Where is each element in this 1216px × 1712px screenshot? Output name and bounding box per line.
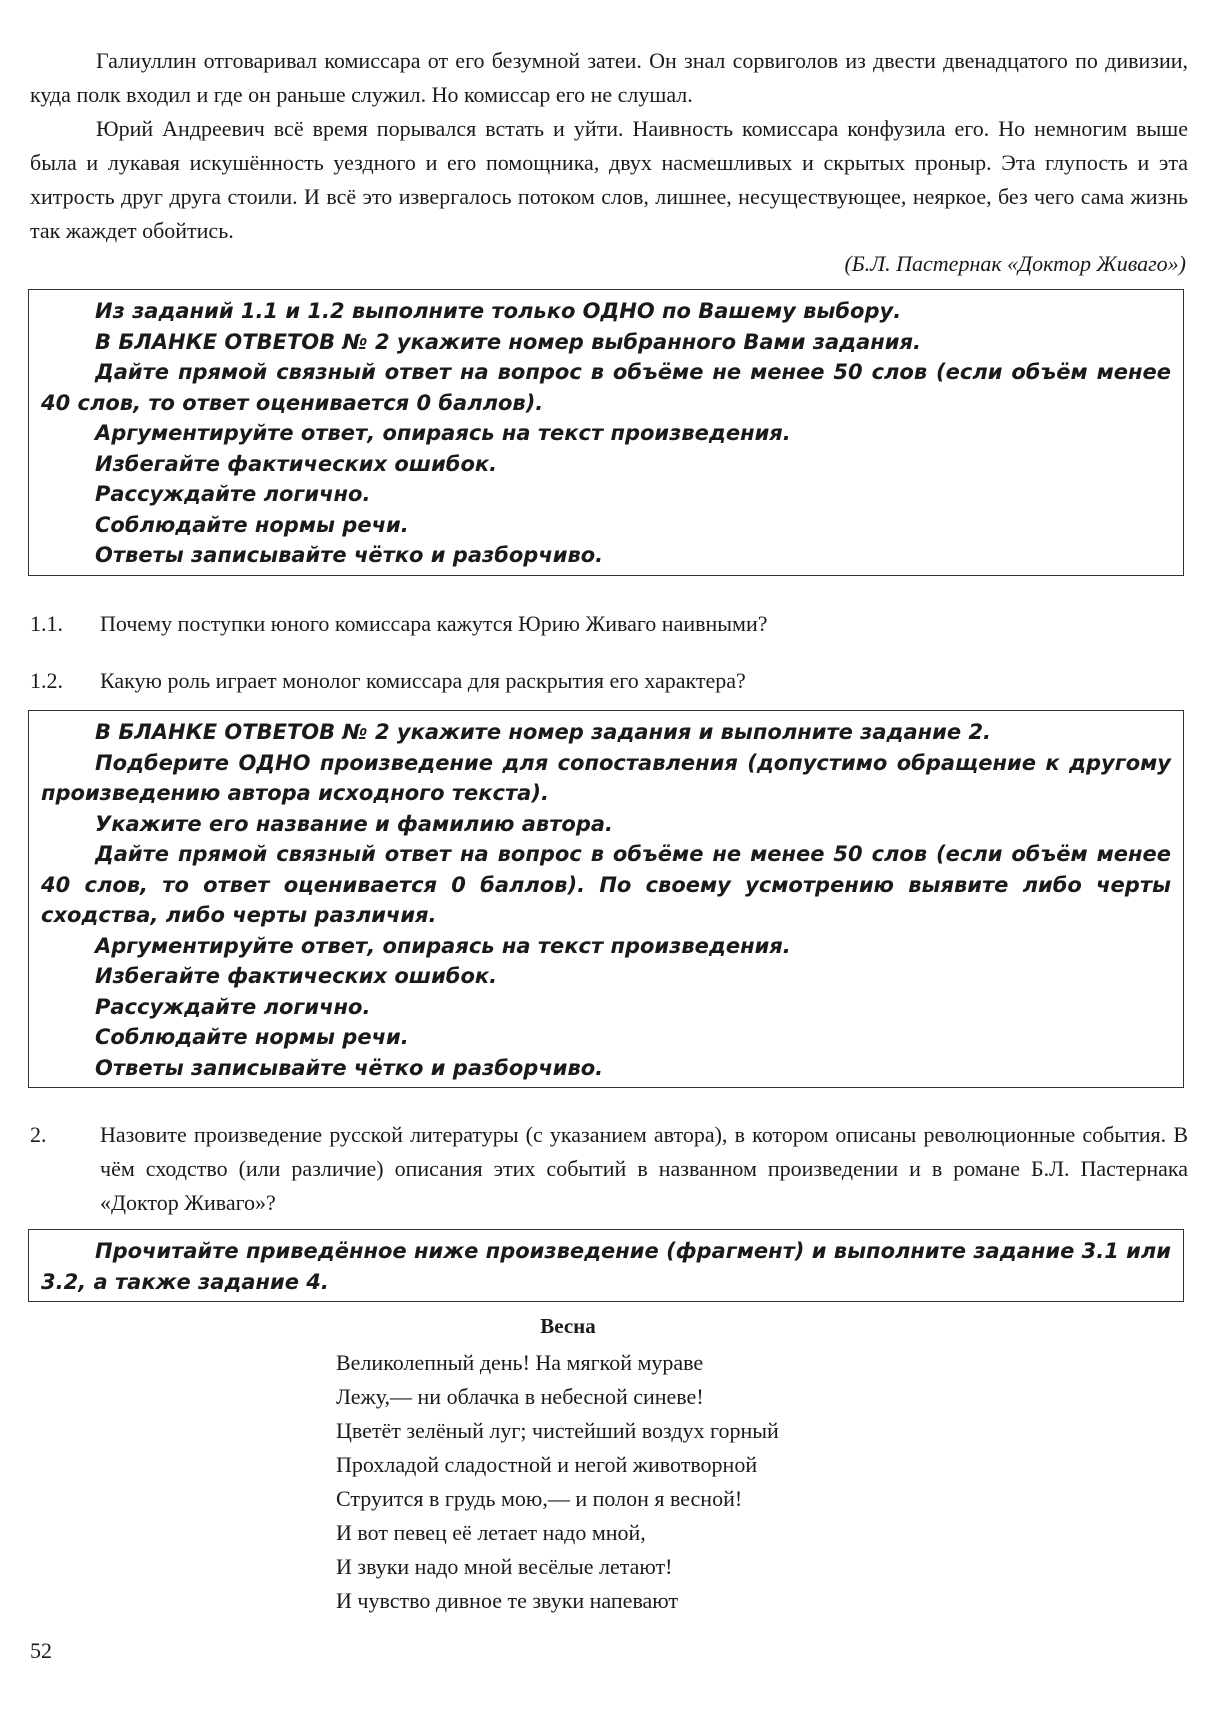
poem-line: Струится в грудь мою,— и полон я весной!: [336, 1486, 743, 1511]
instruction-line: В БЛАНКЕ ОТВЕТОВ № 2 укажите номер задания и выполните задание 2.: [95, 720, 992, 744]
instruction-line: Укажите его название и фамилию автора.: [95, 811, 613, 836]
instruction-line: Прочитайте приведённое ниже произведение (фрагмент) и выполните задание 3.1 или 3.2, а также задание 4.: [41, 1239, 1171, 1294]
task-question: Почему поступки юного комиссара кажутся Юрию Живаго наивными?: [100, 611, 768, 636]
passage-paragraph: Галиуллин отговаривал комиссара от его безумной затеи. Он знал сорвиголов из двести двенадцатого по дивизии, куда полк входил и где он раньше служил. Но комиссар его не слушал.: [30, 48, 1188, 107]
poem-line: Лежу,— ни облачка в небесной синеве!: [336, 1384, 704, 1409]
instructions-box-2: [28, 710, 1184, 1088]
passage-attribution: (Б.Л. Пастернак «Доктор Живаго»): [844, 251, 1186, 276]
instruction-line: Аргументируйте ответ, опираясь на текст произведения.: [95, 933, 791, 958]
instruction-line: Избегайте фактических ошибок.: [95, 451, 498, 476]
instruction-line: Аргументируйте ответ, опираясь на текст произведения.: [95, 421, 791, 445]
passage-paragraph: Юрий Андреевич всё время порывался встать и уйти. Наивность комиссара конфузила его. Но немногим выше была и лукавая искушённость уездного и его помощника, двух насмешливых и скрытых проныр. Эта глупость и эта хитрость друг друга стоили. И всё это извергалось потоком слов, лишнее, несуществующее, неяркое, без чего сама жизнь так жаждет обойтись.: [30, 116, 1188, 243]
poem-line: Цветёт зелёный луг; чистейший воздух горный: [336, 1418, 779, 1443]
poem-title: Весна: [540, 1314, 596, 1338]
page-number: 52: [30, 1638, 52, 1663]
instruction-line: Из заданий 1.1 и 1.2 выполните только ОДНО по Вашему выбору.: [95, 299, 902, 323]
task-question: Назовите произведение русской литературы (с указанием автора), в котором описаны революционные события. В чём сходство (или различие) описания этих событий в названном произведении и в романе Б.Л. Пастернака «Доктор Живаго»?: [100, 1122, 1188, 1215]
task-1-2: [30, 664, 1188, 698]
poem-line: И чувство дивное те звуки напевают: [336, 1588, 679, 1613]
instruction-line: Избегайте фактических ошибок.: [95, 964, 498, 988]
task-number: 1.2.: [30, 668, 63, 693]
instruction-line: В БЛАНКЕ ОТВЕТОВ № 2 укажите номер выбранного Вами задания.: [95, 329, 921, 354]
instruction-line: Соблюдайте нормы речи.: [95, 1025, 409, 1049]
poem-line: И вот певец её летает надо мной,: [336, 1520, 646, 1545]
instruction-line: Подберите ОДНО произведение для сопоставления (допустимо обращение к другому произведению автора исходного текста).: [41, 750, 1171, 805]
literary-passage: [30, 44, 1188, 248]
instructions-box-3: [28, 1229, 1184, 1302]
instruction-line: Дайте прямой связный ответ на вопрос в объёме не менее 50 слов (если объём менее 40 слов, то ответ оценивается 0 баллов). По своему усмотрению выявите либо черты сходства, либо черты различия.: [41, 842, 1171, 927]
task-number: 2.: [30, 1122, 47, 1147]
task-1-1: [30, 607, 1188, 641]
task-number: 1.1.: [30, 611, 63, 636]
poem-line: Великолепный день! На мягкой мураве: [336, 1350, 704, 1375]
instruction-line: Ответы записывайте чётко и разборчиво.: [95, 543, 604, 567]
poem-line: И звуки надо мной весёлые летают!: [336, 1554, 673, 1579]
poem-title-row: [0, 1314, 1216, 1339]
task-2: [30, 1118, 1188, 1220]
instruction-line: Рассуждайте логично.: [95, 482, 371, 506]
task-question: Какую роль играет монолог комиссара для раскрытия его характера?: [100, 668, 746, 693]
instructions-box-1: [28, 289, 1184, 576]
poem-body: [336, 1346, 779, 1618]
poem-line: Прохладой сладостной и негой животворной: [336, 1452, 758, 1477]
instruction-line: Дайте прямой связный ответ на вопрос в объёме не менее 50 слов (если объём менее 40 слов, то ответ оценивается 0 баллов).: [41, 360, 1171, 415]
instruction-line: Соблюдайте нормы речи.: [95, 512, 409, 537]
instruction-line: Рассуждайте логично.: [95, 994, 371, 1019]
instruction-line: Ответы записывайте чётко и разборчиво.: [95, 1055, 604, 1080]
